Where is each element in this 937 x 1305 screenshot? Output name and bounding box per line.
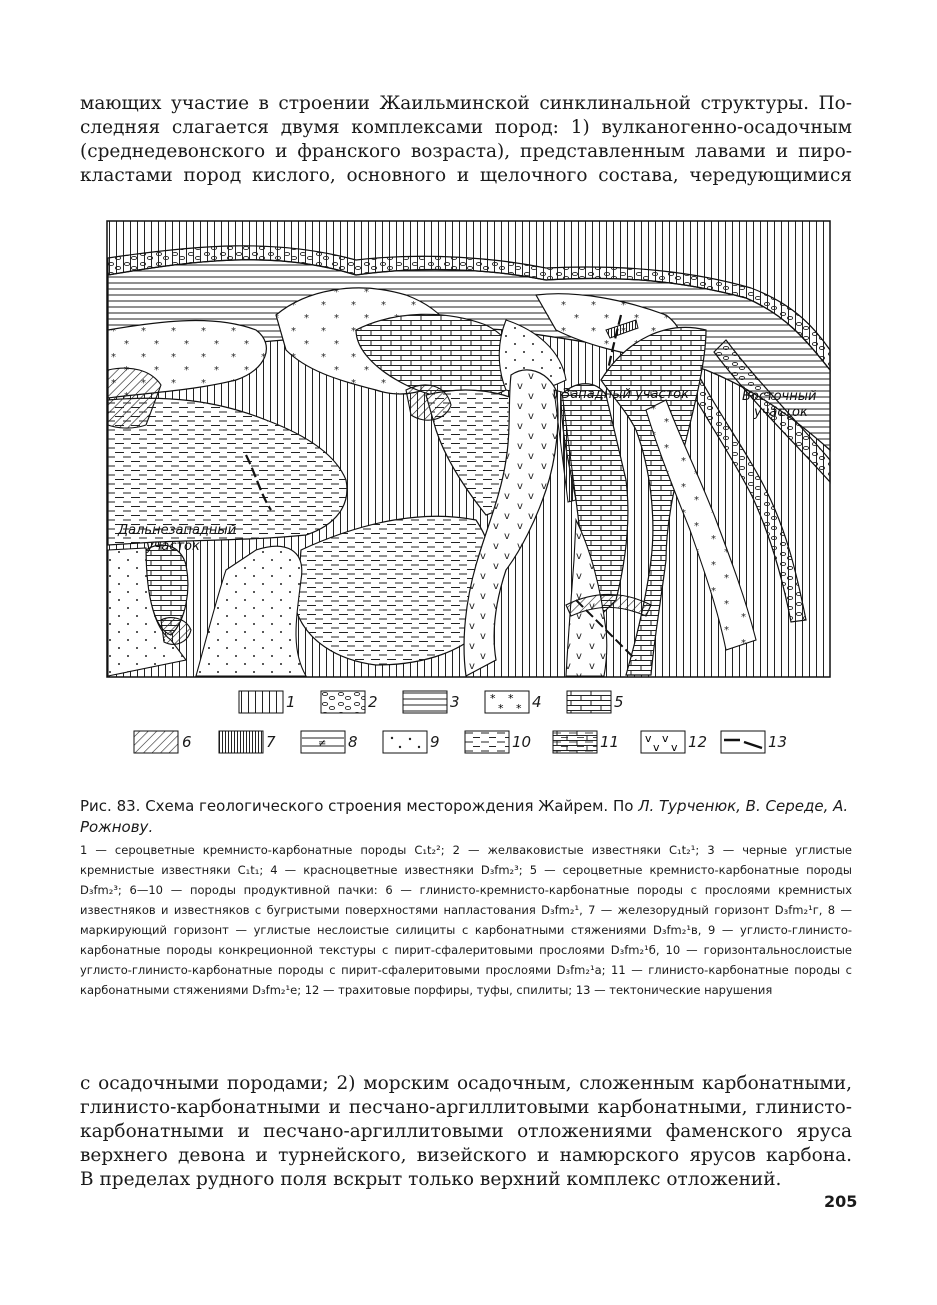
top-paragraph — [80, 92, 852, 188]
svg-text:v: v — [645, 732, 652, 745]
svg-text:*: * — [508, 692, 514, 705]
legend-item-7 — [218, 730, 276, 754]
legend-item-3 — [402, 690, 460, 714]
text-line: В пределах рудного поля вскрыт только верхний комплекс отложений. — [80, 1169, 782, 1190]
legend-number: 9 — [430, 733, 440, 751]
text-line: верхнего девона и турнейского, визейского и намюрского ярусов карбона. — [80, 1145, 852, 1166]
legend-number: 5 — [614, 693, 624, 711]
text-line: карбонатными и песчано-аргиллитовыми отложениями фаменского яруса — [80, 1121, 852, 1142]
map-legend — [120, 688, 820, 768]
caption-prefix: Рис. 83. Схема геологического строения месторождения Жайрем. По — [80, 797, 639, 815]
figure-caption-body: 1 — сероцветные кремнисто-карбонатные породы C₁t₂²; 2 — желваковистые известняки C₁t₂¹; 3 — черные углистые кремнистые известняки C₁t₁; 4 — красноцветные известняки D₃fm₂³; 5 — сероцветные кремнисто-карбонатные породы D₃fm₂³; 6—10 — породы продуктивной пачки: 6 — глинисто-кремнисто-карбонатные породы с прослоями кремнистых известняков и известняков с бугристыми поверхностями напластования D₃fm₂¹, 7 — железорудный горизонт D₃fm₂¹г, 8 —маркирующий горизонт — углистые неслоистые силициты с карбонатными стяжениями D₃fm₂¹в, 9 — углисто-глинисто-карбонатные породы конкреционной текстуры с пирит-сфалеритовыми прослоями D₃fm₂¹б, 10 — горизонтальнослоистые углисто-глинисто-карбонатные породы с пирит-сфалеритовыми прослоями D₃fm₂¹а; 11 — глинисто-карбонатные породы с карбонатными стяжениями D₃fm₂¹е; 12 — трахитовые порфиры, туфы, спилиты; 13 — тектонические нарушения — [80, 843, 852, 997]
legend-item-10 — [464, 730, 531, 754]
legend-number: 6 — [182, 733, 192, 751]
legend-item-2 — [320, 690, 378, 714]
text-line: глинисто-карбонатными и песчано-аргиллитовыми карбонатными, глинисто- — [80, 1097, 852, 1118]
bottom-paragraph — [80, 1072, 852, 1192]
svg-text:*: * — [490, 692, 496, 705]
label-far-west-2: участок — [146, 539, 200, 554]
legend-item-5 — [566, 690, 624, 714]
label-west-area: Западный участок — [562, 387, 689, 402]
legend-item-1 — [238, 690, 296, 714]
svg-text:*: * — [516, 702, 522, 714]
text-line: мающих участие в строении Жаильминской синклинальной структуры. По- — [80, 93, 852, 114]
geological-map — [106, 220, 831, 678]
legend-number: 13 — [768, 733, 788, 751]
text-line: следняя слагается двумя комплексами пород: 1) вулканогенно-осадочным — [80, 117, 852, 138]
text-line: с осадочными породами; 2) морским осадочным, сложенным карбонатными, — [80, 1073, 852, 1094]
legend-item-8 — [300, 730, 358, 754]
figure-caption-title — [80, 796, 852, 838]
legend-number: 3 — [450, 693, 460, 711]
svg-text:v: v — [671, 741, 678, 754]
legend-item-12 — [640, 730, 707, 754]
svg-text:*: * — [498, 702, 504, 714]
legend-item-11 — [552, 730, 619, 754]
legend-number: 1 — [286, 693, 296, 711]
caption-authors: Л. Турченюк, В. Середе, А. Рожнову. — [80, 797, 849, 836]
text-line: кластами пород кислого, основного и щелочного состава, чередующимися — [80, 165, 852, 186]
legend-item-6 — [132, 730, 192, 754]
legend-item-9 — [382, 730, 440, 754]
legend-number: 2 — [368, 693, 378, 711]
svg-text:≠: ≠ — [318, 738, 327, 749]
legend-number: 7 — [266, 733, 276, 751]
svg-text:v: v — [653, 741, 660, 754]
label-east-area-1: Восточный — [742, 389, 817, 404]
legend-number: 11 — [600, 733, 620, 751]
label-far-west-1: Дальнезападный — [118, 523, 237, 538]
legend-item-4 — [484, 690, 542, 714]
legend-number: 4 — [532, 693, 542, 711]
svg-text:v: v — [662, 732, 669, 745]
label-east-area-2: участок — [754, 405, 808, 420]
legend-number: 12 — [688, 733, 708, 751]
legend-item-13 — [720, 730, 787, 754]
legend-number: 8 — [348, 733, 358, 751]
legend-number: 10 — [512, 733, 532, 751]
text-line: (среднедевонского и франского возраста), представленным лавами и пиро- — [80, 141, 852, 162]
page-number: 205 — [824, 1192, 858, 1211]
